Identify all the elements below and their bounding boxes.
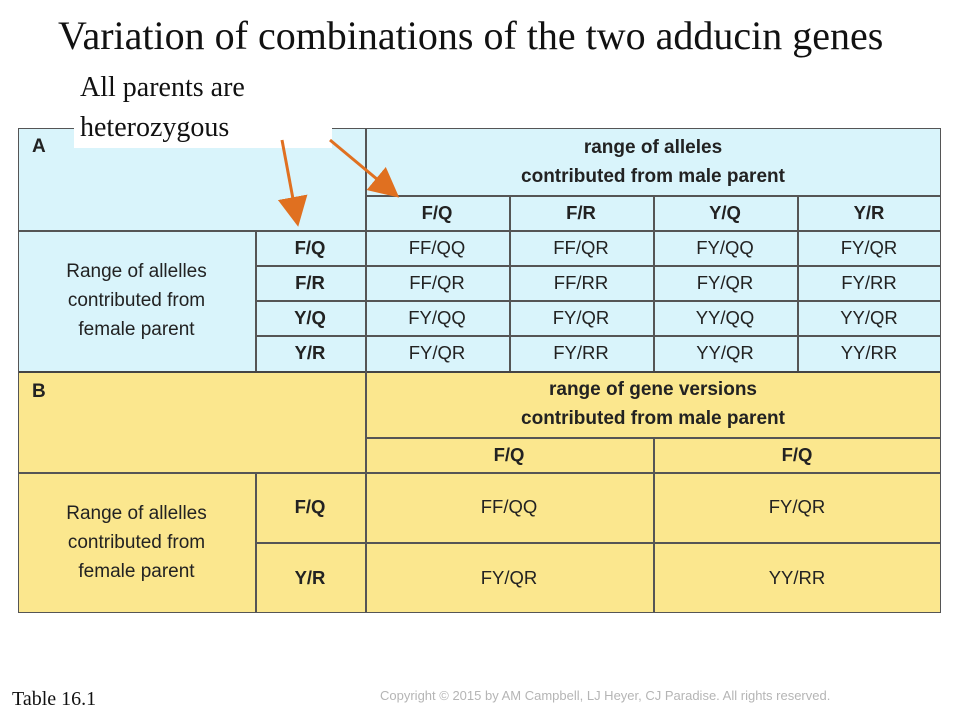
panel-a-side-line-2: contributed from [67, 290, 206, 311]
panel-a-cell: YY/QR [797, 300, 941, 335]
panel-a-row-header: F/Q [255, 230, 365, 265]
panel-a-cell: FF/QR [509, 230, 653, 265]
panel-b-row-header: Y/R [255, 542, 365, 613]
panel-a-cell: FY/QR [365, 335, 509, 371]
panel-a-cell: FF/QR [365, 265, 509, 300]
panel-b-cell: FY/QR [365, 542, 653, 613]
panel-a-row-header: F/R [255, 265, 365, 300]
panel-a-header-line-1: range of alleles [583, 136, 723, 158]
panel-b-tag: B [32, 381, 46, 402]
panel-b-col-header: F/Q [365, 437, 653, 472]
note-line-1: All parents are [80, 72, 245, 103]
panel-b-cell: FF/QQ [365, 472, 653, 542]
panel-a-row-header: Y/Q [255, 300, 365, 335]
panel-b-side-line-3: female parent [78, 561, 195, 582]
arrow-to-male-alleles [330, 140, 390, 190]
panel-a-side-line-1: Range of allelles [66, 261, 207, 282]
panel-a-row-header: Y/R [255, 335, 365, 371]
panel-a-cell: YY/RR [797, 335, 941, 371]
slide-title: Variation of combinations of the two adducin genes [58, 13, 884, 58]
panel-b-row-header: F/Q [255, 472, 365, 542]
panel-b-side-line-1: Range of allelles [66, 503, 207, 524]
panel-a-cell: FY/RR [509, 335, 653, 371]
panel-a-col-header: Y/R [797, 195, 941, 230]
panel-a-cell: FY/QR [797, 230, 941, 265]
panel-a-cell: FY/QR [653, 265, 797, 300]
panel-b-cell: YY/RR [653, 542, 941, 613]
copyright-notice: Copyright © 2015 by AM Campbell, LJ Heyer, CJ Paradise. All rights reserved. [380, 688, 831, 703]
arrow-to-female-alleles [282, 140, 296, 215]
panel-a-col-header: Y/Q [653, 195, 797, 230]
panel-a-cell: FY/QR [509, 300, 653, 335]
panel-a-header-line-2: contributed from male parent [521, 165, 785, 187]
panel-b-cell: FY/QR [653, 472, 941, 542]
panel-b-header-line-1: range of gene versions [548, 379, 757, 400]
table-number: Table 16.1 [12, 688, 97, 710]
panel-a-cell: FY/QQ [365, 300, 509, 335]
panel-a-cell: YY/QR [653, 335, 797, 371]
panel-a-tag: A [32, 136, 46, 157]
panel-a-cell: FF/QQ [365, 230, 509, 265]
panel-a-side-line-3: female parent [78, 319, 195, 340]
panel-a-cell: FF/RR [509, 265, 653, 300]
panel-a-col-header: F/Q [365, 195, 509, 230]
panel-b-side-line-2: contributed from [67, 532, 206, 553]
note-line-2: heterozygous [80, 112, 230, 143]
panel-b-header-line-2: contributed from male parent [521, 408, 785, 429]
panel-a-cell: FY/RR [797, 265, 941, 300]
panel-b-col-header: F/Q [653, 437, 941, 472]
panel-a-cell: YY/QQ [653, 300, 797, 335]
panel-a-col-header: F/R [509, 195, 653, 230]
panel-a-cell: FY/QQ [653, 230, 797, 265]
